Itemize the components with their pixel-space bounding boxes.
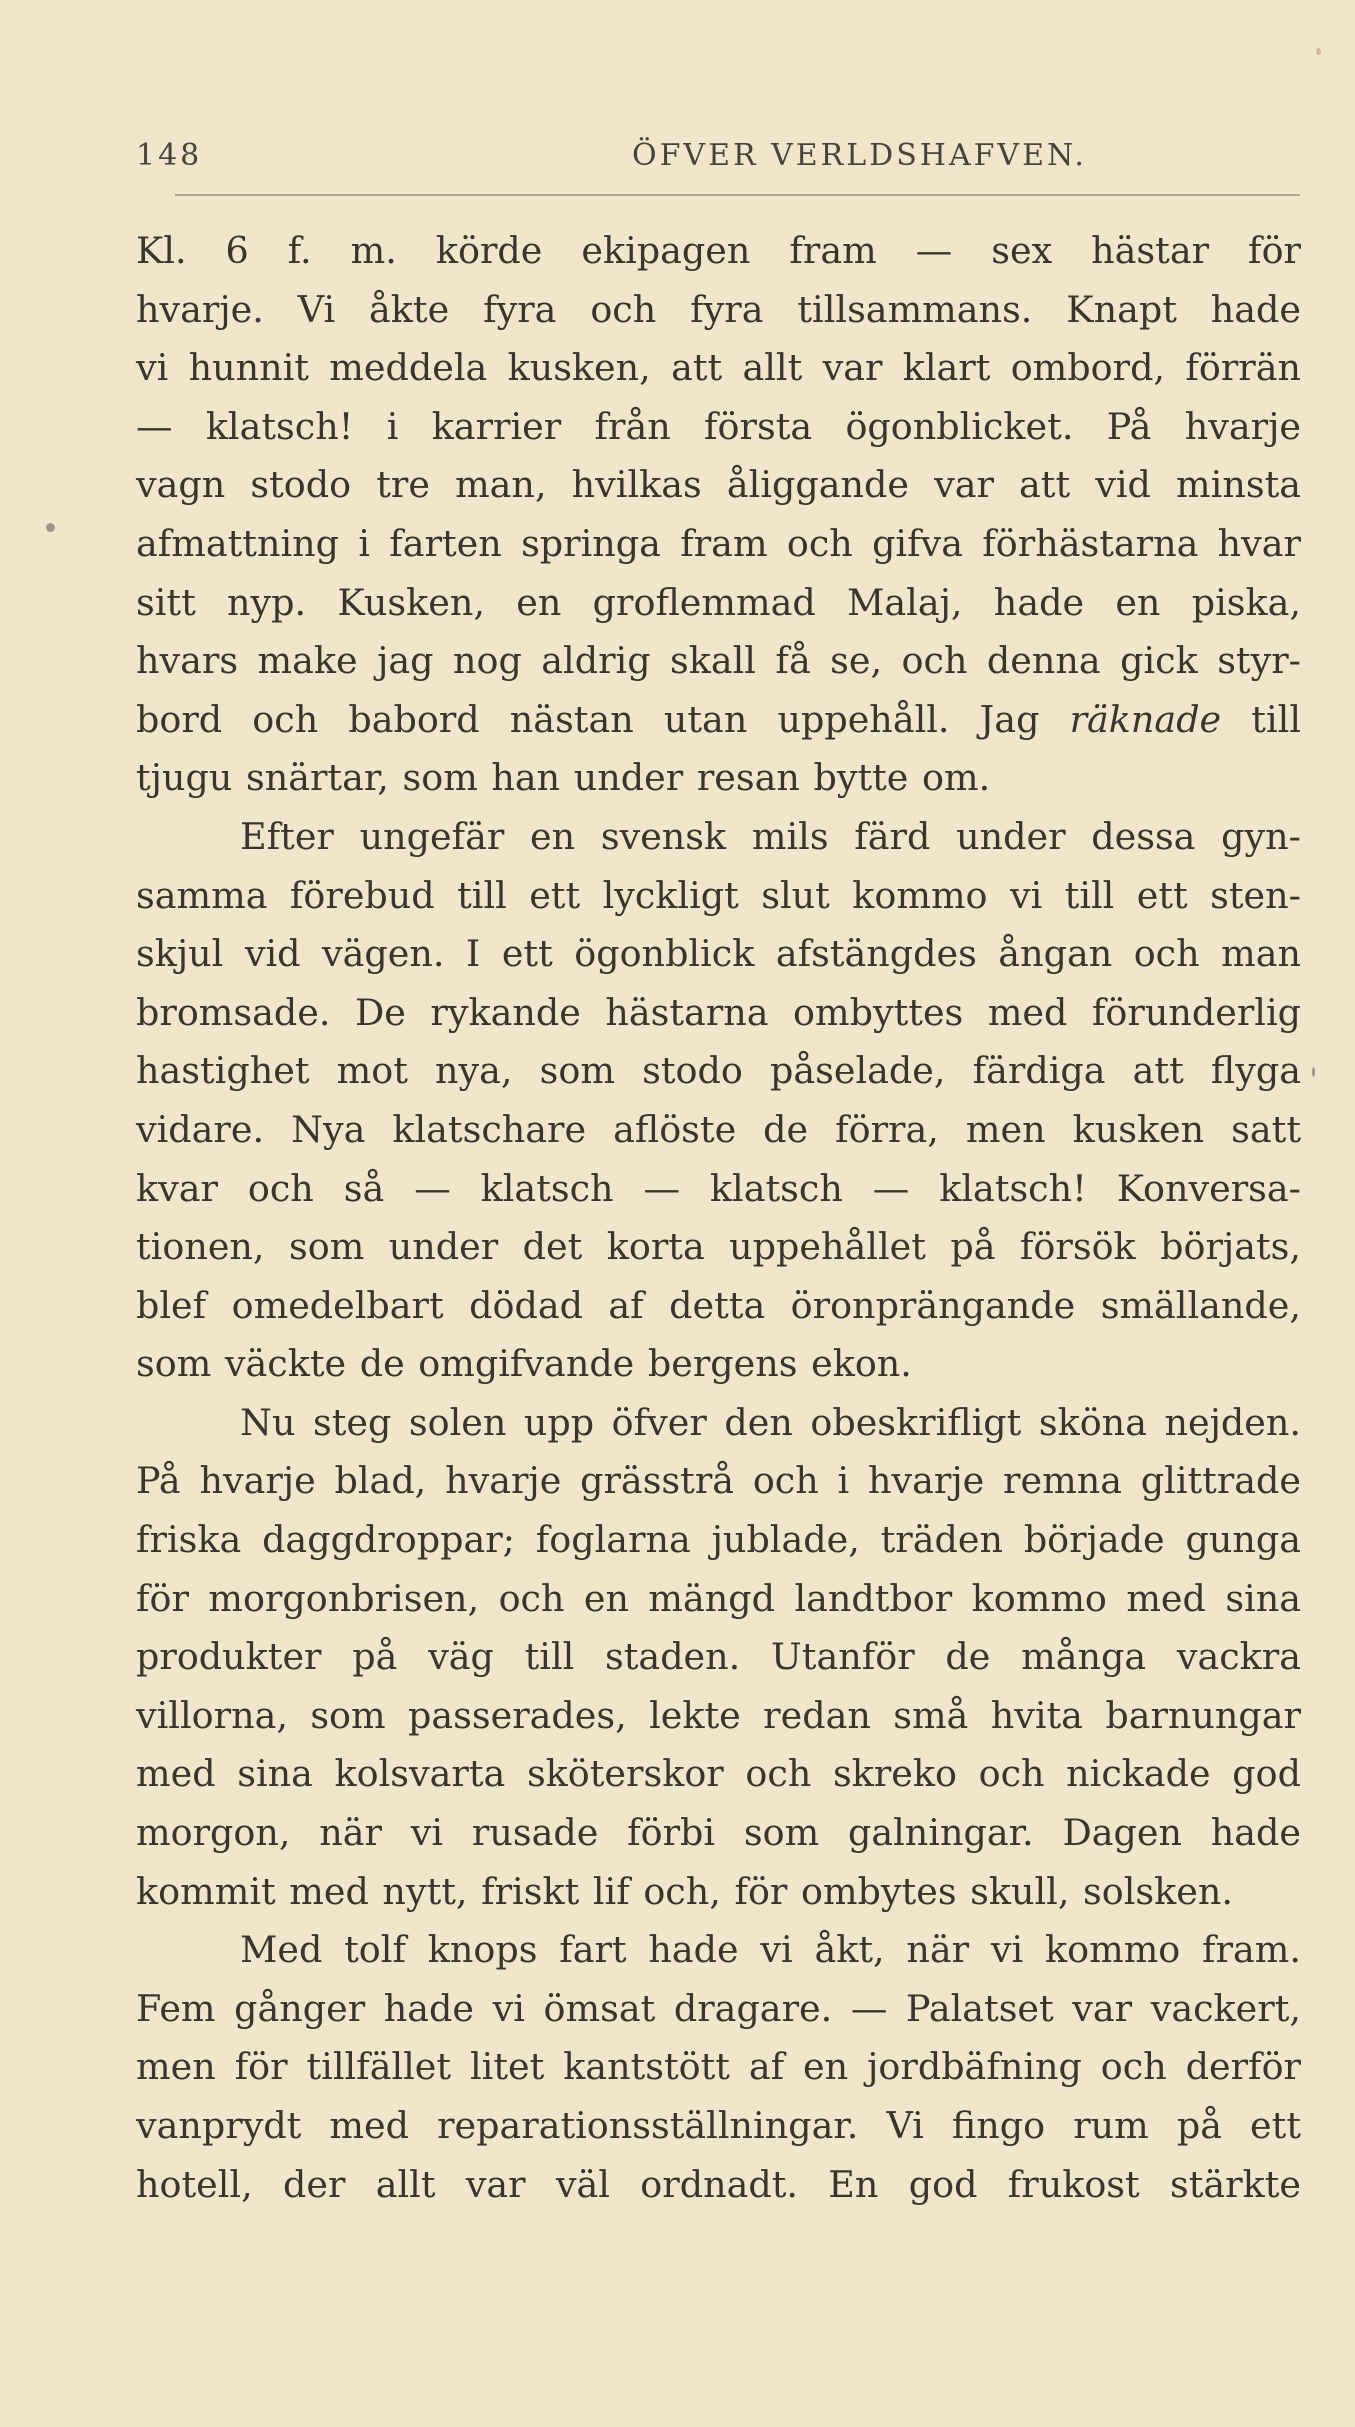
text-line: vidare. Nya klatschare aflöste de förra, men kusken satt xyxy=(136,1107,1301,1151)
text-line: — klatsch! i karrier från första ögonblicket. På hvarje xyxy=(136,404,1301,448)
header-rule xyxy=(175,194,1300,196)
paragraph-start: Nu steg solen upp öfver den obeskrifligt sköna nejden. xyxy=(240,1400,1301,1444)
text-line: vanprydt med reparationsställningar. Vi fingo rum på ett xyxy=(136,2104,1301,2147)
text-line: hotell, der allt var väl ordnadt. En god frukost stärkte xyxy=(136,2162,1301,2206)
text-line: Kl. 6 f. m. körde ekipagen fram — sex hästar för xyxy=(136,229,1301,272)
text-line: skjul vid vägen. I ett ögonblick afstängdes ångan och man xyxy=(136,932,1301,976)
italic-word: räknade xyxy=(1069,697,1222,741)
text-line: vi hunnit meddela kusken, att allt var klart ombord, förrän xyxy=(136,346,1301,390)
text-line: På hvarje blad, hvarje grässtrå och i hvarje remna glittrade xyxy=(136,1459,1301,1503)
text-line: men för tillfället litet kantstött af en jordbäfning och derför xyxy=(136,2045,1301,2089)
paper-speck xyxy=(1312,1067,1315,1077)
page-number: 148 xyxy=(136,138,203,173)
body-text xyxy=(136,222,1301,2214)
paper-speck xyxy=(46,523,55,532)
paragraph-start: Med tolf knops fart hade vi åkt, när vi kommo fram. xyxy=(240,1928,1301,1972)
text-line: samma förebud till ett lyckligt slut kommo vi till ett sten- xyxy=(136,873,1301,917)
line-tail: till xyxy=(1221,697,1301,741)
text-line: afmattning i farten springa fram och gifva förhästarna hvar xyxy=(136,521,1301,565)
text-line: blef omedelbart dödad af detta öronprängande smällande, xyxy=(136,1283,1301,1327)
text-line: tjugu snärtar, som han under resan bytte om. xyxy=(136,756,991,800)
text-line: hvars make jag nog aldrig skall få se, och denna gick styr- xyxy=(136,639,1301,683)
text-line: kvar och så — klatsch — klatsch — klatsch! Konversa- xyxy=(136,1166,1301,1210)
text-line: friska daggdroppar; foglarna jublade, träden började gunga xyxy=(136,1518,1301,1562)
paragraph-start: Efter ungefär en svensk mils färd under dessa gyn- xyxy=(240,814,1301,858)
text-line: villorna, som passerades, lekte redan små hvita barnungar xyxy=(136,1693,1301,1737)
text-line: sitt nyp. Kusken, en groflemmad Malaj, hade en piska, xyxy=(136,580,1301,624)
text-line: bromsade. De rykande hästarna ombyttes med förunderlig xyxy=(136,990,1301,1034)
text-line: hastighet mot nya, som stodo påselade, färdiga att flyga xyxy=(136,1049,1301,1093)
line-lead: bord och babord nästan utan uppehåll. Jag xyxy=(136,697,1070,741)
text-line: med sina kolsvarta sköterskor och skreko och nickade god xyxy=(136,1752,1301,1796)
running-title: ÖFVER VERLDSHAFVEN. xyxy=(632,138,1087,173)
text-line: tionen, som under det korta uppehållet på försök börjats, xyxy=(136,1225,1301,1269)
paper-speck xyxy=(1316,48,1321,55)
text-line: som väckte de omgifvande bergens ekon. xyxy=(136,1342,912,1386)
text-line: hvarje. Vi åkte fyra och fyra tillsammans. Knapt hade xyxy=(136,287,1301,331)
text-line: produkter på väg till staden. Utanför de många vackra xyxy=(136,1635,1301,1679)
text-line: vagn stodo tre man, hvilkas åliggande var att vid minsta xyxy=(136,463,1301,507)
text-line: kommit med nytt, friskt lif och, för ombytes skull, solsken. xyxy=(136,1869,1233,1913)
page-header xyxy=(136,138,1296,188)
text-line-with-italic xyxy=(136,691,1301,750)
text-line: för morgonbrisen, och en mängd landtbor kommo med sina xyxy=(136,1576,1301,1620)
text-line: morgon, när vi rusade förbi som galningar. Dagen hade xyxy=(136,1811,1301,1855)
text-line: Fem gånger hade vi ömsat dragare. — Palatset var vackert, xyxy=(136,1986,1301,2030)
